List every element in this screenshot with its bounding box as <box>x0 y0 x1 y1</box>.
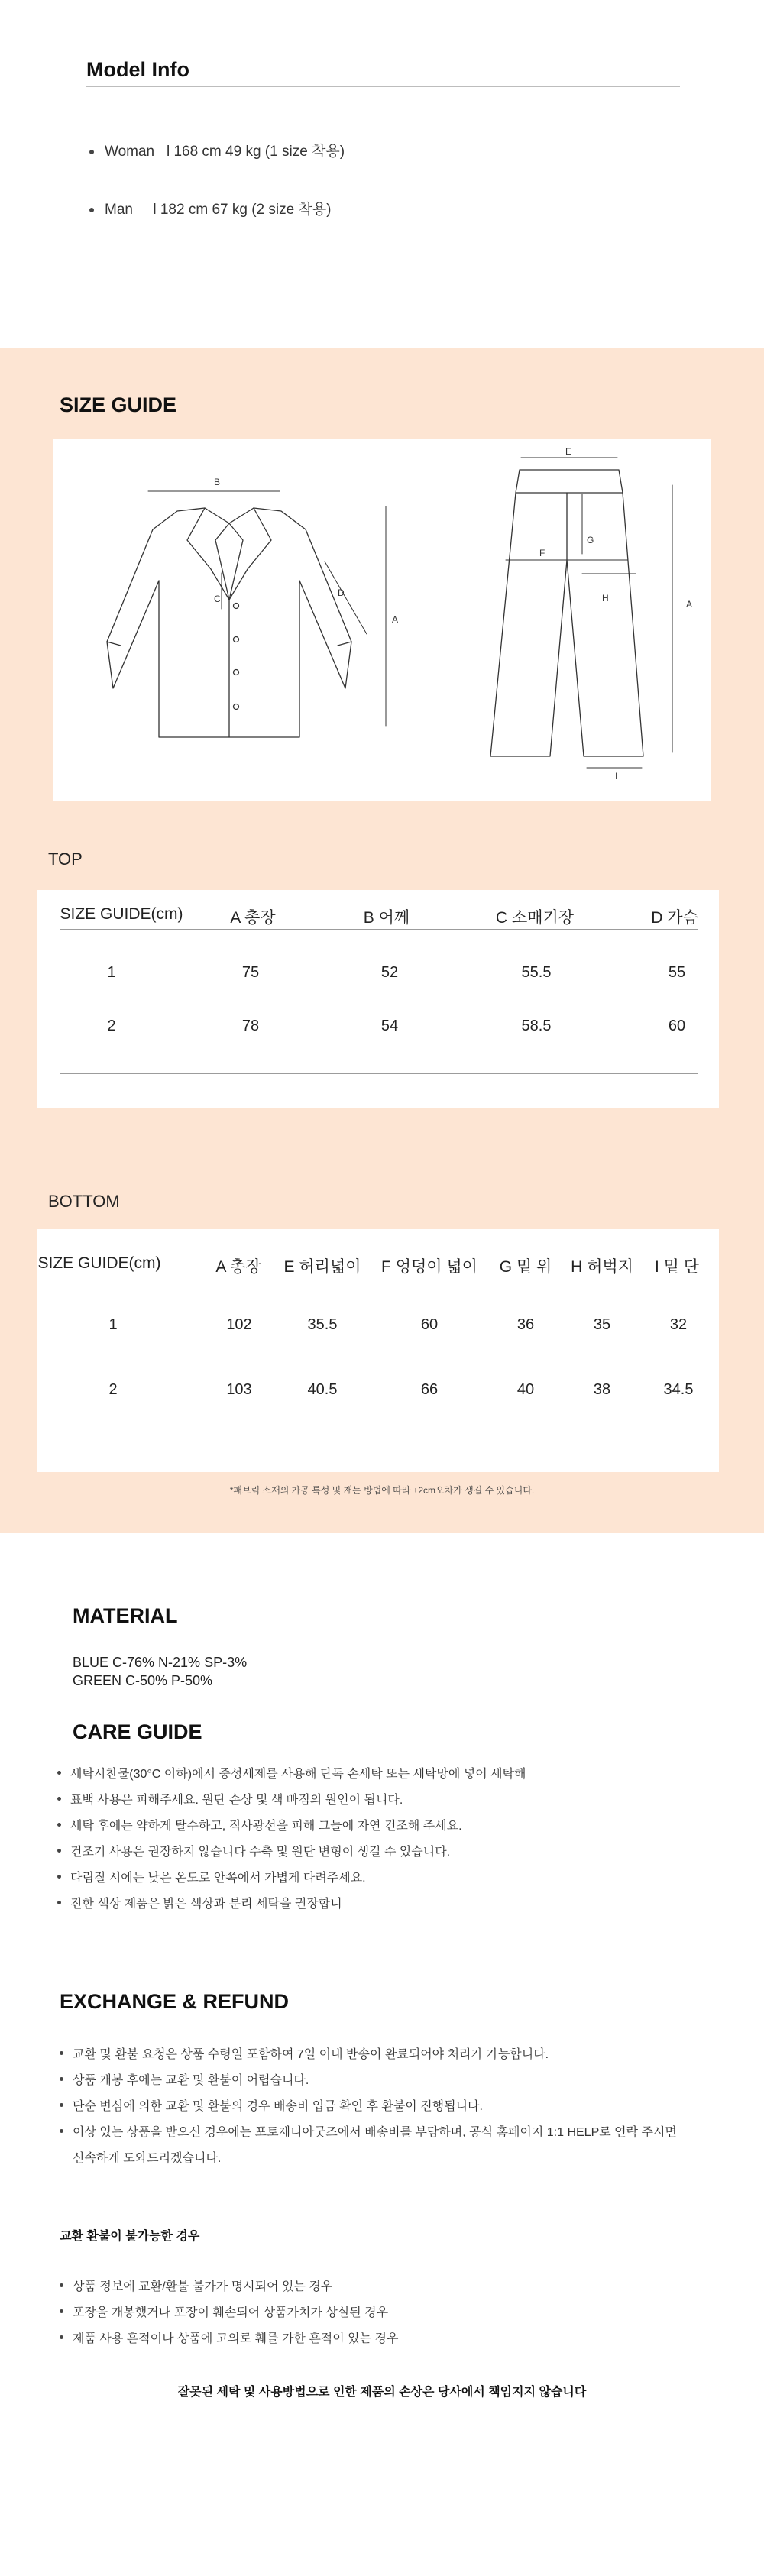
table-cell: 55 <box>668 964 686 981</box>
bullet-dot <box>89 208 94 212</box>
bottom-size-table <box>37 1229 719 1472</box>
bottom-table-title: BOTTOM <box>48 1192 120 1211</box>
header-cell: A 총장 <box>230 909 276 927</box>
list-item-text: 상품 개봉 후에는 교환 및 환불이 어렵습니다. <box>73 2074 309 2087</box>
model-info-title: Model Info <box>86 58 189 81</box>
list-item-text: 상품 정보에 교환/환불 불가가 명시되어 있는 경우 <box>73 2280 333 2293</box>
list-item <box>60 2070 309 2088</box>
table-row <box>37 1381 719 1404</box>
table-cell: 1 <box>108 1316 118 1333</box>
label-a-pants: A <box>686 599 693 610</box>
table-header-row <box>37 1254 719 1277</box>
bullet-dot <box>57 1849 61 1853</box>
model-info-text: Woman l 168 cm 49 kg (1 size 착용) <box>105 144 345 160</box>
table-cell: 1 <box>107 964 116 981</box>
label-h: H <box>602 593 609 604</box>
table-cell: 103 <box>226 1381 252 1398</box>
label-b: B <box>214 477 221 487</box>
list-item-text: 이상 있는 상품을 받으신 경우에는 포토제니아굿즈에서 배송비를 부담하며, 공식 홈페이지 1:1 HELP로 연락 주시면 <box>73 2126 677 2139</box>
model-info-row-man <box>89 198 331 218</box>
size-diagram <box>53 439 711 801</box>
bullet-dot <box>60 2335 63 2339</box>
bullet-dot <box>60 2309 63 2313</box>
table-cell: 58.5 <box>521 1018 552 1034</box>
measurement-note: *패브릭 소재의 가공 특성 및 재는 방법에 따라 ±2cm오차가 생길 수 있습니다. <box>229 1485 535 1496</box>
header-cell: H 허벅지 <box>571 1258 633 1276</box>
top-size-table <box>37 890 719 1108</box>
list-item <box>60 2277 332 2294</box>
bullet-dot <box>60 2051 63 2055</box>
header-cell: C 소매기장 <box>495 909 575 927</box>
header-cell: A 총장 <box>215 1258 261 1276</box>
size-guide-title: SIZE GUIDE <box>60 393 177 416</box>
material-title: MATERIAL <box>73 1604 178 1627</box>
model-info-row-woman <box>89 140 345 160</box>
size-diagram-svg <box>53 439 711 801</box>
header-cell: I 밑 단 <box>654 1258 700 1276</box>
table-cell: 40 <box>516 1381 535 1398</box>
label-i: I <box>615 771 618 782</box>
list-item-text: 단순 변심에 의한 교환 및 환불의 경우 배송비 입금 확인 후 환불이 진행됩니다. <box>73 2100 483 2113</box>
table-cell: 2 <box>107 1018 116 1034</box>
table-cell: 40.5 <box>307 1381 338 1398</box>
label-d: D <box>338 587 345 598</box>
table-row <box>37 964 719 987</box>
bullet-dot <box>57 1771 61 1775</box>
table-cell: 38 <box>593 1381 611 1398</box>
list-item <box>57 1764 526 1782</box>
label-e: E <box>565 446 572 457</box>
model-info-text: Man l 182 cm 67 kg (2 size 착용) <box>105 202 332 218</box>
divider <box>86 86 680 87</box>
list-item-text: 교환 및 환불 요청은 상품 수령일 포함하여 7일 이내 반송이 완료되어야 처리가 가능합니다. <box>73 2048 549 2061</box>
care-guide-title: CARE GUIDE <box>73 1720 202 1743</box>
table-cell: 52 <box>380 964 399 981</box>
label-c: C <box>214 594 221 604</box>
header-cell: F 엉덩이 넓이 <box>381 1258 478 1276</box>
list-item <box>57 1790 403 1807</box>
final-note: 잘못된 세탁 및 사용방법으로 인한 제품의 손상은 당사에서 책임지지 않습니다 <box>177 2386 587 2399</box>
list-item <box>60 2044 549 2062</box>
bullet-dot <box>57 1823 61 1827</box>
label-g: G <box>587 535 594 545</box>
bullet-dot <box>57 1875 61 1879</box>
bullet-dot <box>89 150 94 154</box>
table-cell: 54 <box>380 1018 399 1034</box>
table-row <box>37 1018 719 1040</box>
list-item <box>57 1894 342 1911</box>
shirt-drawing <box>107 508 351 737</box>
bullet-dot <box>60 2129 63 2133</box>
table-cell: 102 <box>226 1316 252 1333</box>
bullet-dot <box>60 2283 63 2287</box>
table-cell: 32 <box>669 1316 688 1333</box>
table-cell: 2 <box>108 1381 118 1398</box>
header-cell: G 밑 위 <box>499 1258 552 1276</box>
table-cell: 66 <box>420 1381 439 1398</box>
bullet-dot <box>60 2103 63 2107</box>
table-divider <box>60 929 698 930</box>
exchange-refund-title: EXCHANGE & REFUND <box>60 1990 290 2013</box>
material-line: GREEN C-50% P-50% <box>73 1673 213 1688</box>
header-cell: E 허리넓이 <box>283 1258 361 1276</box>
list-item-text: 다림질 시에는 낮은 온도로 안쪽에서 가볍게 다려주세요. <box>70 1872 366 1885</box>
table-cell: 78 <box>241 1018 260 1034</box>
list-item-text: 제품 사용 흔적이나 상품에 고의로 훼를 가한 흔적이 있는 경우 <box>73 2332 399 2345</box>
list-item-text: 세탁시찬물(30°C 이하)에서 중성세제를 사용해 단독 손세탁 또는 세탁망에 넣어 세탁해 <box>70 1768 526 1781</box>
label-f: F <box>539 548 545 558</box>
table-cell: 75 <box>241 964 260 981</box>
bullet-dot <box>57 1901 61 1904</box>
header-cell: SIZE GUIDE(cm) <box>60 905 183 923</box>
material-line: BLUE C-76% N-21% SP-3% <box>73 1655 248 1670</box>
list-item <box>57 1816 462 1833</box>
list-item <box>60 2122 677 2140</box>
list-item-continuation: 신속하게 도와드리겠습니다. <box>73 2152 222 2165</box>
pants-drawing <box>490 470 643 756</box>
list-item <box>57 1842 450 1859</box>
table-cell: 36 <box>516 1316 535 1333</box>
bullet-dot <box>60 2077 63 2081</box>
header-cell: D 가슴 <box>651 909 698 927</box>
table-cell: 60 <box>668 1018 686 1034</box>
list-item <box>60 2096 483 2114</box>
list-item-text: 건조기 사용은 권장하지 않습니다 수축 및 원단 변형이 생길 수 있습니다. <box>70 1846 451 1859</box>
list-item-text: 표백 사용은 피해주세요. 원단 손상 및 색 빠짐의 원인이 됩니다. <box>70 1794 403 1807</box>
bullet-dot <box>57 1797 61 1801</box>
list-item <box>60 2328 398 2346</box>
table-cell: 55.5 <box>521 964 552 981</box>
top-table-title: TOP <box>48 849 83 869</box>
header-cell: B 어께 <box>363 909 410 927</box>
table-cell: 60 <box>420 1316 439 1333</box>
list-item <box>60 2303 388 2320</box>
label-a: A <box>392 614 399 625</box>
table-cell: 34.5 <box>663 1381 694 1398</box>
list-item <box>57 1868 366 1885</box>
table-divider <box>60 1073 698 1074</box>
table-cell: 35.5 <box>307 1316 338 1333</box>
header-cell: SIZE GUIDE(cm) <box>37 1254 161 1272</box>
table-cell: 35 <box>593 1316 611 1333</box>
list-item-text: 세탁 후에는 약하게 탈수하고, 직사광선을 피해 그늘에 자연 건조해 주세요. <box>70 1820 462 1833</box>
table-row <box>37 1316 719 1339</box>
list-item-text: 포장을 개봉했거나 포장이 훼손되어 상품가치가 상실된 경우 <box>73 2306 389 2319</box>
no-refund-title: 교환 환불이 불가능한 경우 <box>60 2230 200 2243</box>
list-item-text: 진한 색상 제품은 밝은 색상과 분리 세탁을 권장합니 <box>70 1898 342 1911</box>
table-header-row <box>37 905 719 928</box>
